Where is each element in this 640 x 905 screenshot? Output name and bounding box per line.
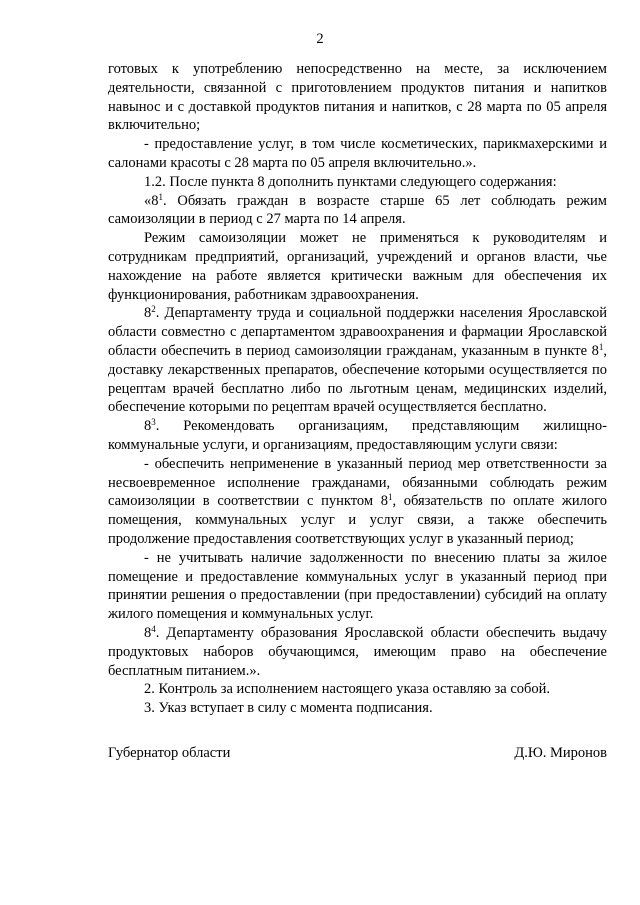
paragraph-debt-subsidies: - не учитывать наличие задолженности по внесению платы за жилое помещение и предоставление коммунальных услуг в указанный период при принятии решения о предоставлении (при предоставлении) субсидий на оплату жилого помещения и коммунальных услуг. — [108, 549, 607, 623]
clause-text: . Департаменту образования Ярославской области обеспечить выдачу продуктовых наборов обучающимся, имеющим право на обеспечение бесплатным питанием.». — [108, 624, 607, 679]
paragraph-control: 2. Контроль за исполнением настоящего указа оставляю за собой. — [144, 681, 551, 698]
paragraph-no-penalties — [108, 455, 607, 549]
document-body — [108, 60, 607, 718]
clause-superscript: 2 — [151, 304, 156, 315]
clause-number: 8 — [144, 624, 152, 641]
clause-number: 8 — [144, 305, 152, 322]
paragraph-continuation: готовых к употреблению непосредственно на месте, за исключением деятельности, связанной с приготовлением продуктов питания и напитков навынос и с доставкой продуктов питания и напитков, с 28 марта по 05 апреля включительно; — [108, 61, 607, 134]
clause-number: 8 — [144, 418, 152, 435]
clause-text: - обеспечить неприменение в указанный период мер ответственности за несвоевременное исполнение гражданами, обязанными соблюдать режим самоизоляции в соответствии с пунктом 8 — [108, 455, 607, 510]
signatory-name: Д.Ю. Миронов — [514, 745, 607, 761]
clause-text: . Департаменту труда и социальной поддержки населения Ярославской области совместно с департаментом здравоохранения и фармации Ярославской области обеспечить в период самоизоляции гражданам, указанным в пункте 8 — [108, 305, 607, 359]
clause-superscript: 3 — [151, 417, 156, 428]
clause-text: . Рекомендовать организациям, представляющим жилищно-коммунальные услуги, и организациям, предоставляющим услуги связи: — [108, 418, 607, 453]
clause-superscript: 1 — [158, 191, 163, 202]
clause-text-continued: , обязательств по оплате жилого помещения, коммунальных услуг и услуг связи, а также обеспечить продолжение предоставления соответствующих услуг в указанный период; — [108, 493, 607, 547]
reference-superscript: 1 — [598, 341, 604, 352]
paragraph-8-1 — [108, 192, 607, 230]
clause-number: «8 — [144, 192, 159, 209]
paragraph-beauty-services: - предоставление услуг, в том числе косметических, парикмахерскими и салонами красоты с 28 марта по 05 апреля включительно.». — [108, 136, 607, 171]
paragraph-effective-date: 3. Указ вступает в силу с момента подписания. — [144, 700, 433, 717]
reference-superscript: 1 — [387, 492, 393, 503]
paragraph-8-4 — [108, 624, 607, 680]
clause-text-continued: , доставку лекарственных препаратов, обеспечение которыми осуществляется по рецептам врачей бесплатно либо по льготным ценам, медицинских изделий, обеспечение которыми по рецептам врачей осуществляется бесплатно. — [108, 342, 607, 416]
clause-superscript: 4 — [151, 623, 156, 634]
signatory-position: Губернатор области — [108, 745, 231, 761]
page-number: 2 — [316, 31, 324, 47]
signature-block — [108, 744, 607, 763]
paragraph-amendment-intro: 1.2. После пункта 8 дополнить пунктами следующего содержания: — [144, 173, 557, 190]
paragraph-self-isolation-exemption: Режим самоизоляции может не применяться к руководителям и сотрудникам предприятий, организаций, учреждений и органов власти, чье нахождение на работе является критически важным для обеспечения их функционирования, работникам здравоохранения. — [108, 230, 607, 303]
paragraph-8-2 — [108, 304, 607, 417]
clause-text: . Обязать граждан в возрасте старше 65 лет соблюдать режим самоизоляции в период с 27 марта по 14 апреля. — [108, 192, 607, 228]
paragraph-8-3 — [108, 417, 607, 455]
